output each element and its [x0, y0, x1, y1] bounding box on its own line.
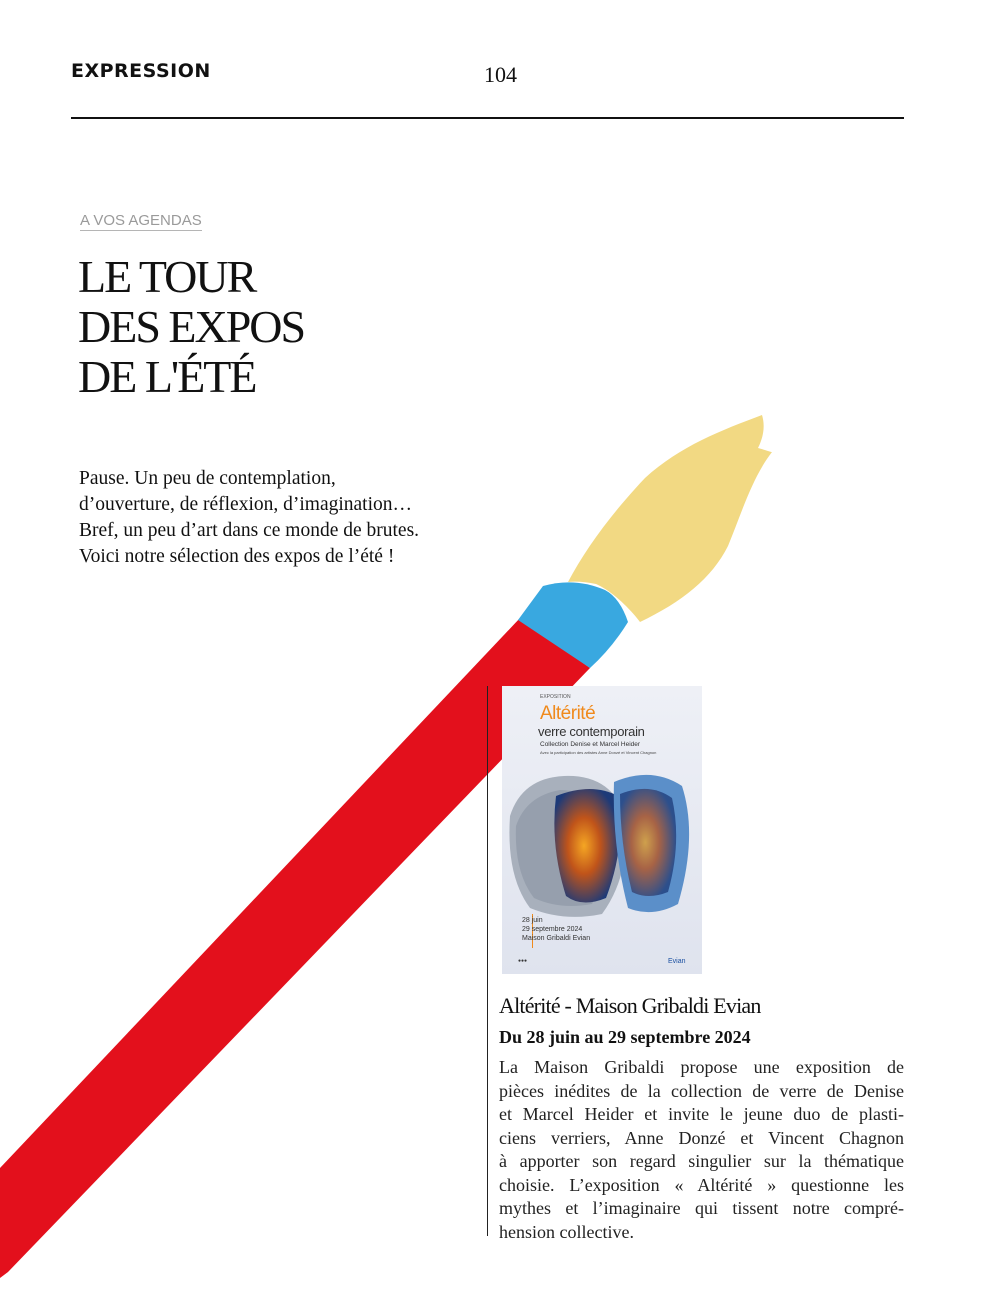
body-line: pièces inédites de la collection de verre de Denise: [499, 1080, 904, 1101]
body-line: hension collective.: [499, 1221, 634, 1242]
section-kicker: A VOS AGENDAS: [80, 212, 202, 229]
body-line: ciens verriers, Anne Donzé et Vincent Chagnon: [499, 1127, 904, 1148]
poster-collection: Collection Denise et Marcel Heider: [540, 741, 641, 748]
article-dates: Du 28 juin au 29 septembre 2024: [499, 1027, 751, 1047]
column-divider: [487, 686, 488, 1236]
poster-date-line: 29 septembre 2024: [522, 926, 583, 933]
title-line: DES EXPOS: [78, 301, 305, 352]
poster-participation: Avec la participation des artistes Anne Donzé et Vincent Chagnon: [540, 750, 657, 755]
title-line: LE TOUR: [78, 251, 256, 302]
poster-label: EXPOSITION: [540, 694, 571, 700]
poster-logos: ●●●: [518, 958, 528, 964]
poster-date-line: 28 juin: [522, 917, 543, 924]
title-line: DE L'ÉTÉ: [78, 351, 256, 402]
article-title: Altérité - Maison Gribaldi Evian: [499, 993, 761, 1018]
intro-line: Bref, un peu d’art dans ce monde de brutes.: [79, 520, 420, 541]
poster-evian-logo: Evian: [668, 958, 686, 965]
poster-subtitle: verre contemporain: [538, 724, 645, 739]
exhibition-poster: [502, 686, 702, 974]
body-line: et Marcel Heider et invite le jeune duo de plasti-: [499, 1104, 904, 1124]
poster-date-line: Maison Gribaldi Evian: [522, 935, 591, 942]
body-line: mythes et l’imaginaire qui tissent notre compré-: [499, 1198, 904, 1218]
page-number: 104: [484, 62, 517, 87]
intro-line: Voici notre sélection des expos de l’été !: [79, 546, 395, 567]
body-line: choisie. L’exposition « Altérité » questionne les: [499, 1174, 904, 1195]
body-line: La Maison Gribaldi propose une exposition de: [499, 1057, 904, 1077]
body-line: à apporter son regard singulier sur la thématique: [499, 1151, 904, 1171]
intro-line: d’ouverture, de réflexion, d’imagination…: [79, 494, 413, 515]
article-body: [499, 1056, 904, 1244]
intro-line: Pause. Un peu de contemplation,: [79, 468, 336, 489]
poster-dates: [522, 916, 590, 943]
poster-title: Altérité: [540, 703, 596, 724]
magazine-brand: EXPRESSION: [71, 60, 211, 82]
